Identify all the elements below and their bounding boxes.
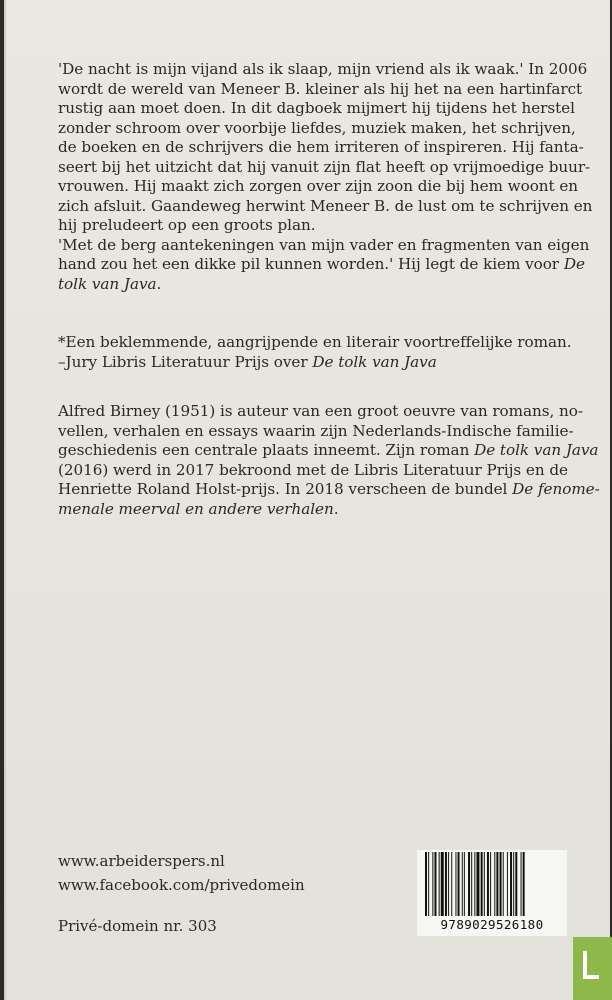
text-line bbox=[58, 235, 590, 256]
text-segment: hij preludeert op een groots plan. bbox=[58, 216, 316, 234]
isbn-number: 9789029526180 bbox=[440, 917, 544, 932]
text-line bbox=[58, 422, 578, 442]
barcode-bars bbox=[425, 852, 561, 916]
text-line bbox=[58, 275, 578, 295]
text-segment: –Jury Libris Literatuur Prijs over bbox=[58, 352, 313, 371]
text-line bbox=[58, 480, 600, 500]
text-segment: Henriette Roland Holst-prijs. In 2018 verscheen de bundel bbox=[58, 480, 513, 498]
text-line bbox=[58, 333, 578, 353]
text-segment: zich afsluit. Gaandeweg herwint Meneer B. de lust om te schrijven en bbox=[58, 196, 593, 215]
series-number: Privé-domein nr. 303 bbox=[58, 917, 217, 935]
italic-title: De tolk van Java bbox=[312, 352, 437, 371]
text-line bbox=[58, 500, 578, 520]
logo-mark-icon bbox=[573, 937, 612, 1000]
text-line bbox=[58, 157, 591, 178]
italic-title: menale meerval en andere verhalen bbox=[58, 499, 334, 518]
author-bio bbox=[58, 402, 600, 519]
italic-title: De tolk van Java bbox=[474, 441, 599, 459]
text-line bbox=[58, 177, 578, 197]
italic-title: tolk van Java bbox=[58, 274, 157, 293]
italic-title: De bbox=[563, 255, 585, 273]
text-segment: . bbox=[333, 499, 339, 518]
jury-quote bbox=[58, 333, 578, 372]
text-line bbox=[58, 461, 578, 481]
text-segment: seert bij het uitzicht dat hij vanuit zijn flat heeft op vrijmoedige buur- bbox=[58, 157, 591, 176]
text-segment: vellen, verhalen en essays waarin zijn Nederlands-Indische familie- bbox=[58, 421, 574, 440]
text-segment: vrouwen. Hij maakt zich zorgen over zijn zoon die bij hem woont en bbox=[58, 177, 579, 195]
text-segment: rustig aan moet doen. In dit dagboek mijmert hij tijdens het herstel bbox=[58, 99, 575, 117]
text-line bbox=[58, 196, 593, 217]
text-segment: wordt de wereld van Meneer B. kleiner als hij het na een hartinfarct bbox=[58, 79, 583, 98]
back-cover bbox=[4, 0, 610, 1000]
text-line bbox=[58, 119, 578, 139]
text-line bbox=[58, 441, 599, 461]
text-segment: 'Met de berg aantekeningen van mijn vader en fragmenten van eigen bbox=[58, 235, 590, 254]
text-segment: . bbox=[156, 274, 162, 293]
text-segment: Alfred Birney (1951) is auteur van een groot oeuvre van romans, no- bbox=[58, 402, 583, 420]
synopsis-paragraph bbox=[58, 60, 593, 294]
text-line bbox=[58, 402, 583, 422]
text-segment: hand zou het een dikke pil kunnen worden.' Hij legt de kiem voor bbox=[58, 255, 564, 273]
text-line bbox=[58, 138, 584, 158]
text-segment: (2016) werd in 2017 bekroond met de Libris Literatuur Prijs en de bbox=[58, 460, 568, 479]
text-line bbox=[58, 99, 578, 119]
text-line bbox=[58, 79, 583, 100]
publisher-logo bbox=[573, 937, 612, 1000]
text-segment: geschiedenis een centrale plaats inneemt. Zijn roman bbox=[58, 441, 475, 459]
text-line bbox=[58, 353, 578, 373]
text-segment: 'De nacht is mijn vijand als ik slaap, mijn vriend als ik waak.' In 2006 bbox=[58, 60, 588, 78]
text-line bbox=[58, 60, 588, 80]
text-segment: zonder schroom over voorbije liefdes, muziek maken, het schrijven, bbox=[58, 118, 576, 137]
text-segment: *Een beklemmende, aangrijpende en literair voortreffelijke roman. bbox=[58, 333, 572, 351]
text-segment: de boeken en de schrijvers die hem irriteren of inspireren. Hij fanta- bbox=[58, 138, 584, 156]
isbn-barcode bbox=[417, 850, 567, 936]
facebook-link[interactable]: www.facebook.com/privedomein bbox=[58, 876, 305, 894]
text-line bbox=[58, 255, 585, 275]
italic-title: De fenome- bbox=[512, 480, 600, 498]
text-line bbox=[58, 216, 578, 236]
publisher-website[interactable]: www.arbeiderspers.nl bbox=[58, 852, 225, 870]
